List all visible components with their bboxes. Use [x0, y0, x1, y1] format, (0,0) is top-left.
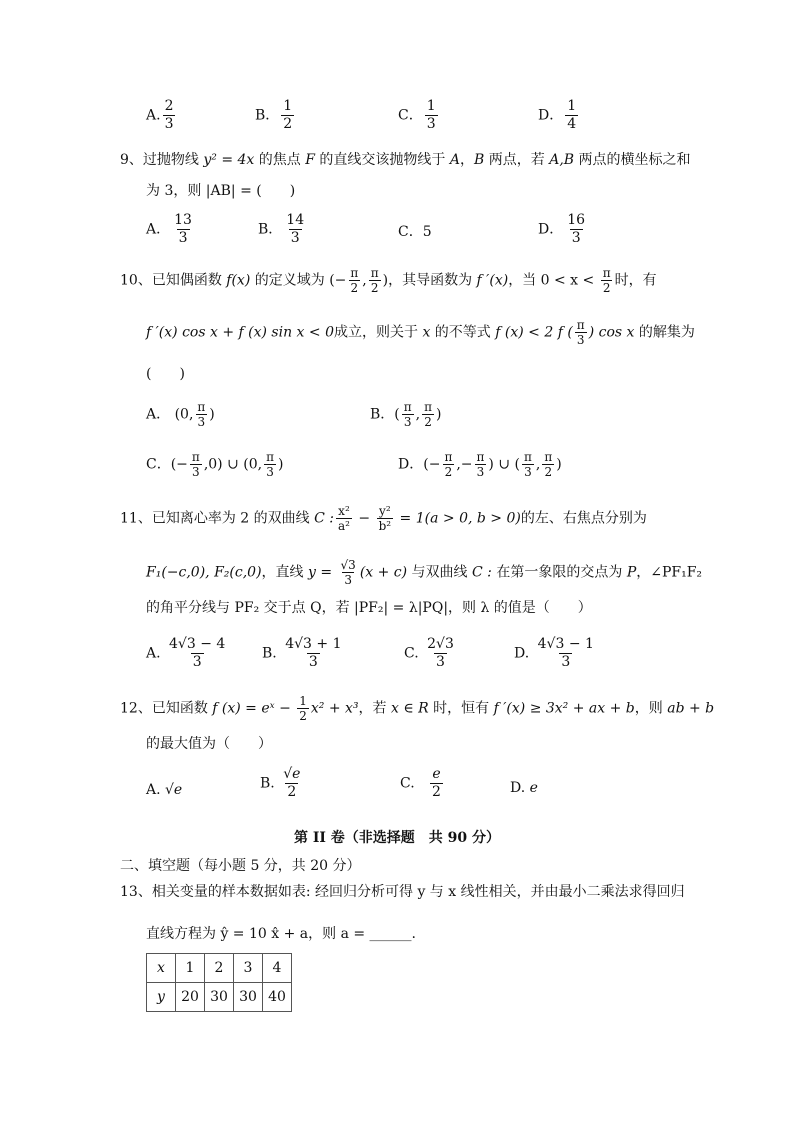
- q11-line2: F₁(−c,0), F₂(c,0)，直线 y = $\frac{√3}{3}$ (x + c) 与双曲线 C : 在第一象限的交点为 P，∠PF₁F₂: [146, 558, 703, 587]
- table-cell: 1: [176, 954, 205, 983]
- q10-answer-paren: ( ): [146, 366, 185, 382]
- q11-line1: 11、已知离心率为 2 的双曲线 C : $\frac{\text{x²}}{\text{a²}}$ − $\frac{\text{y²}}{\text{b²}}$ = 1(a > 0, b > 0)的左、右焦点分别为: [120, 504, 647, 533]
- table-cell: 30: [205, 983, 234, 1012]
- q12-option-b: B. $\frac{√e}{2}$: [260, 766, 301, 800]
- table-cell: 4: [263, 954, 292, 983]
- table-cell: x: [147, 954, 176, 983]
- q8-option-b: B． $\frac{1}{2}$: [255, 98, 293, 132]
- q12-option-a: A. √e: [146, 782, 183, 798]
- q11-option-c: C. $\frac{2√3}{3}$: [404, 636, 454, 670]
- q9-option-b: B． $\frac{14}{3}$: [258, 212, 305, 246]
- table-cell: 20: [176, 983, 205, 1012]
- table-row: [147, 954, 292, 983]
- q8-option-d: D． $\frac{1}{4}$: [538, 98, 577, 132]
- table-row: [147, 983, 292, 1012]
- table-cell: 40: [263, 983, 292, 1012]
- table-cell: 30: [234, 983, 263, 1012]
- q13-line2: 直线方程为 ŷ = 10 x̂ + a，则 a = ______.: [146, 926, 417, 942]
- q11-option-d: D. $\frac{4√3 - 1}{3}$: [514, 636, 594, 670]
- q11-line3: 的角平分线与 PF₂ 交于点 Q，若 |PF₂| = λ|PQ|，则 λ 的值是（ ）: [146, 600, 592, 616]
- q13-data-table: [146, 953, 292, 1012]
- q9-option-d: D． $\frac{16}{3}$: [538, 212, 586, 246]
- q13-line1: 13、相关变量的样本数据如表: 经回归分析可得 y 与 x 线性相关，并由最小二乘法求得回归: [120, 884, 685, 900]
- q8-option-a: A. $\frac{2}{3}$: [146, 98, 174, 132]
- table-cell: 3: [234, 954, 263, 983]
- table-cell: 2: [205, 954, 234, 983]
- q9-option-a: A． $\frac{13}{3}$: [146, 212, 192, 246]
- q12-option-c: C. $\frac{e}{2}$: [400, 766, 441, 800]
- q9-option-c: C．5: [398, 224, 432, 240]
- q12-option-d: D. e: [510, 780, 538, 796]
- q12-line2: 的最大值为（ ）: [146, 736, 272, 752]
- section2-title: 二、填空题（每小题 5 分，共 20 分）: [120, 858, 361, 874]
- q12-line1: 12、已知函数 f (x) = eˣ − $\frac{1}{2}$ x² + x³，若 x ∈ R 时，恒有 f ′(x) ≥ 3x² + ax + b，则 ab + b: [120, 694, 715, 723]
- q10-line2: f ′(x) cos x + f (x) sin x < 0成立，则关于 x 的不等式 f (x) < 2 f ( $\frac{\pi}{3}$ ) cos x 的解集为: [146, 318, 695, 347]
- q11-option-a: A. $\frac{4√3 - 4}{3}$: [146, 636, 226, 670]
- q10-option-d: D．(− $\frac{\pi}{2}$ ,− $\frac{\pi}{3}$ ) ∪ ( $\frac{\pi}{3}$ , $\frac{\pi}{2}$ ): [398, 450, 562, 479]
- q10-option-c: C．(− $\frac{\pi}{3}$ ,0) ∪ (0, $\frac{\pi}{3}$ ): [146, 450, 284, 479]
- q11-option-b: B. $\frac{4√3 + 1}{3}$: [262, 636, 342, 670]
- table-cell: y: [147, 983, 176, 1012]
- q9-line2: 为 3，则 |AB| = ( ): [146, 183, 296, 199]
- q10-option-b: B．( $\frac{\pi}{3}$ , $\frac{\pi}{2}$ ): [370, 400, 442, 429]
- q9-line1: 9、过抛物线 y² = 4x 的焦点 F 的直线交该抛物线于 A，B 两点，若 A,B 两点的横坐标之和: [120, 152, 691, 168]
- q10-line1: 10、已知偶函数 f(x) 的定义域为 (− $\frac{\pi}{2}$ , $\frac{\pi}{2}$ )，其导函数为 f ′(x)，当 0 < x < $\frac{\pi}{2}$ 时，有: [120, 266, 657, 295]
- part2-title: 第 II 卷（非选择题 共 90 分）: [293, 830, 501, 846]
- q8-option-c: C． $\frac{1}{3}$: [398, 98, 436, 132]
- q10-option-a: A． (0, $\frac{\pi}{3}$ ): [146, 400, 215, 429]
